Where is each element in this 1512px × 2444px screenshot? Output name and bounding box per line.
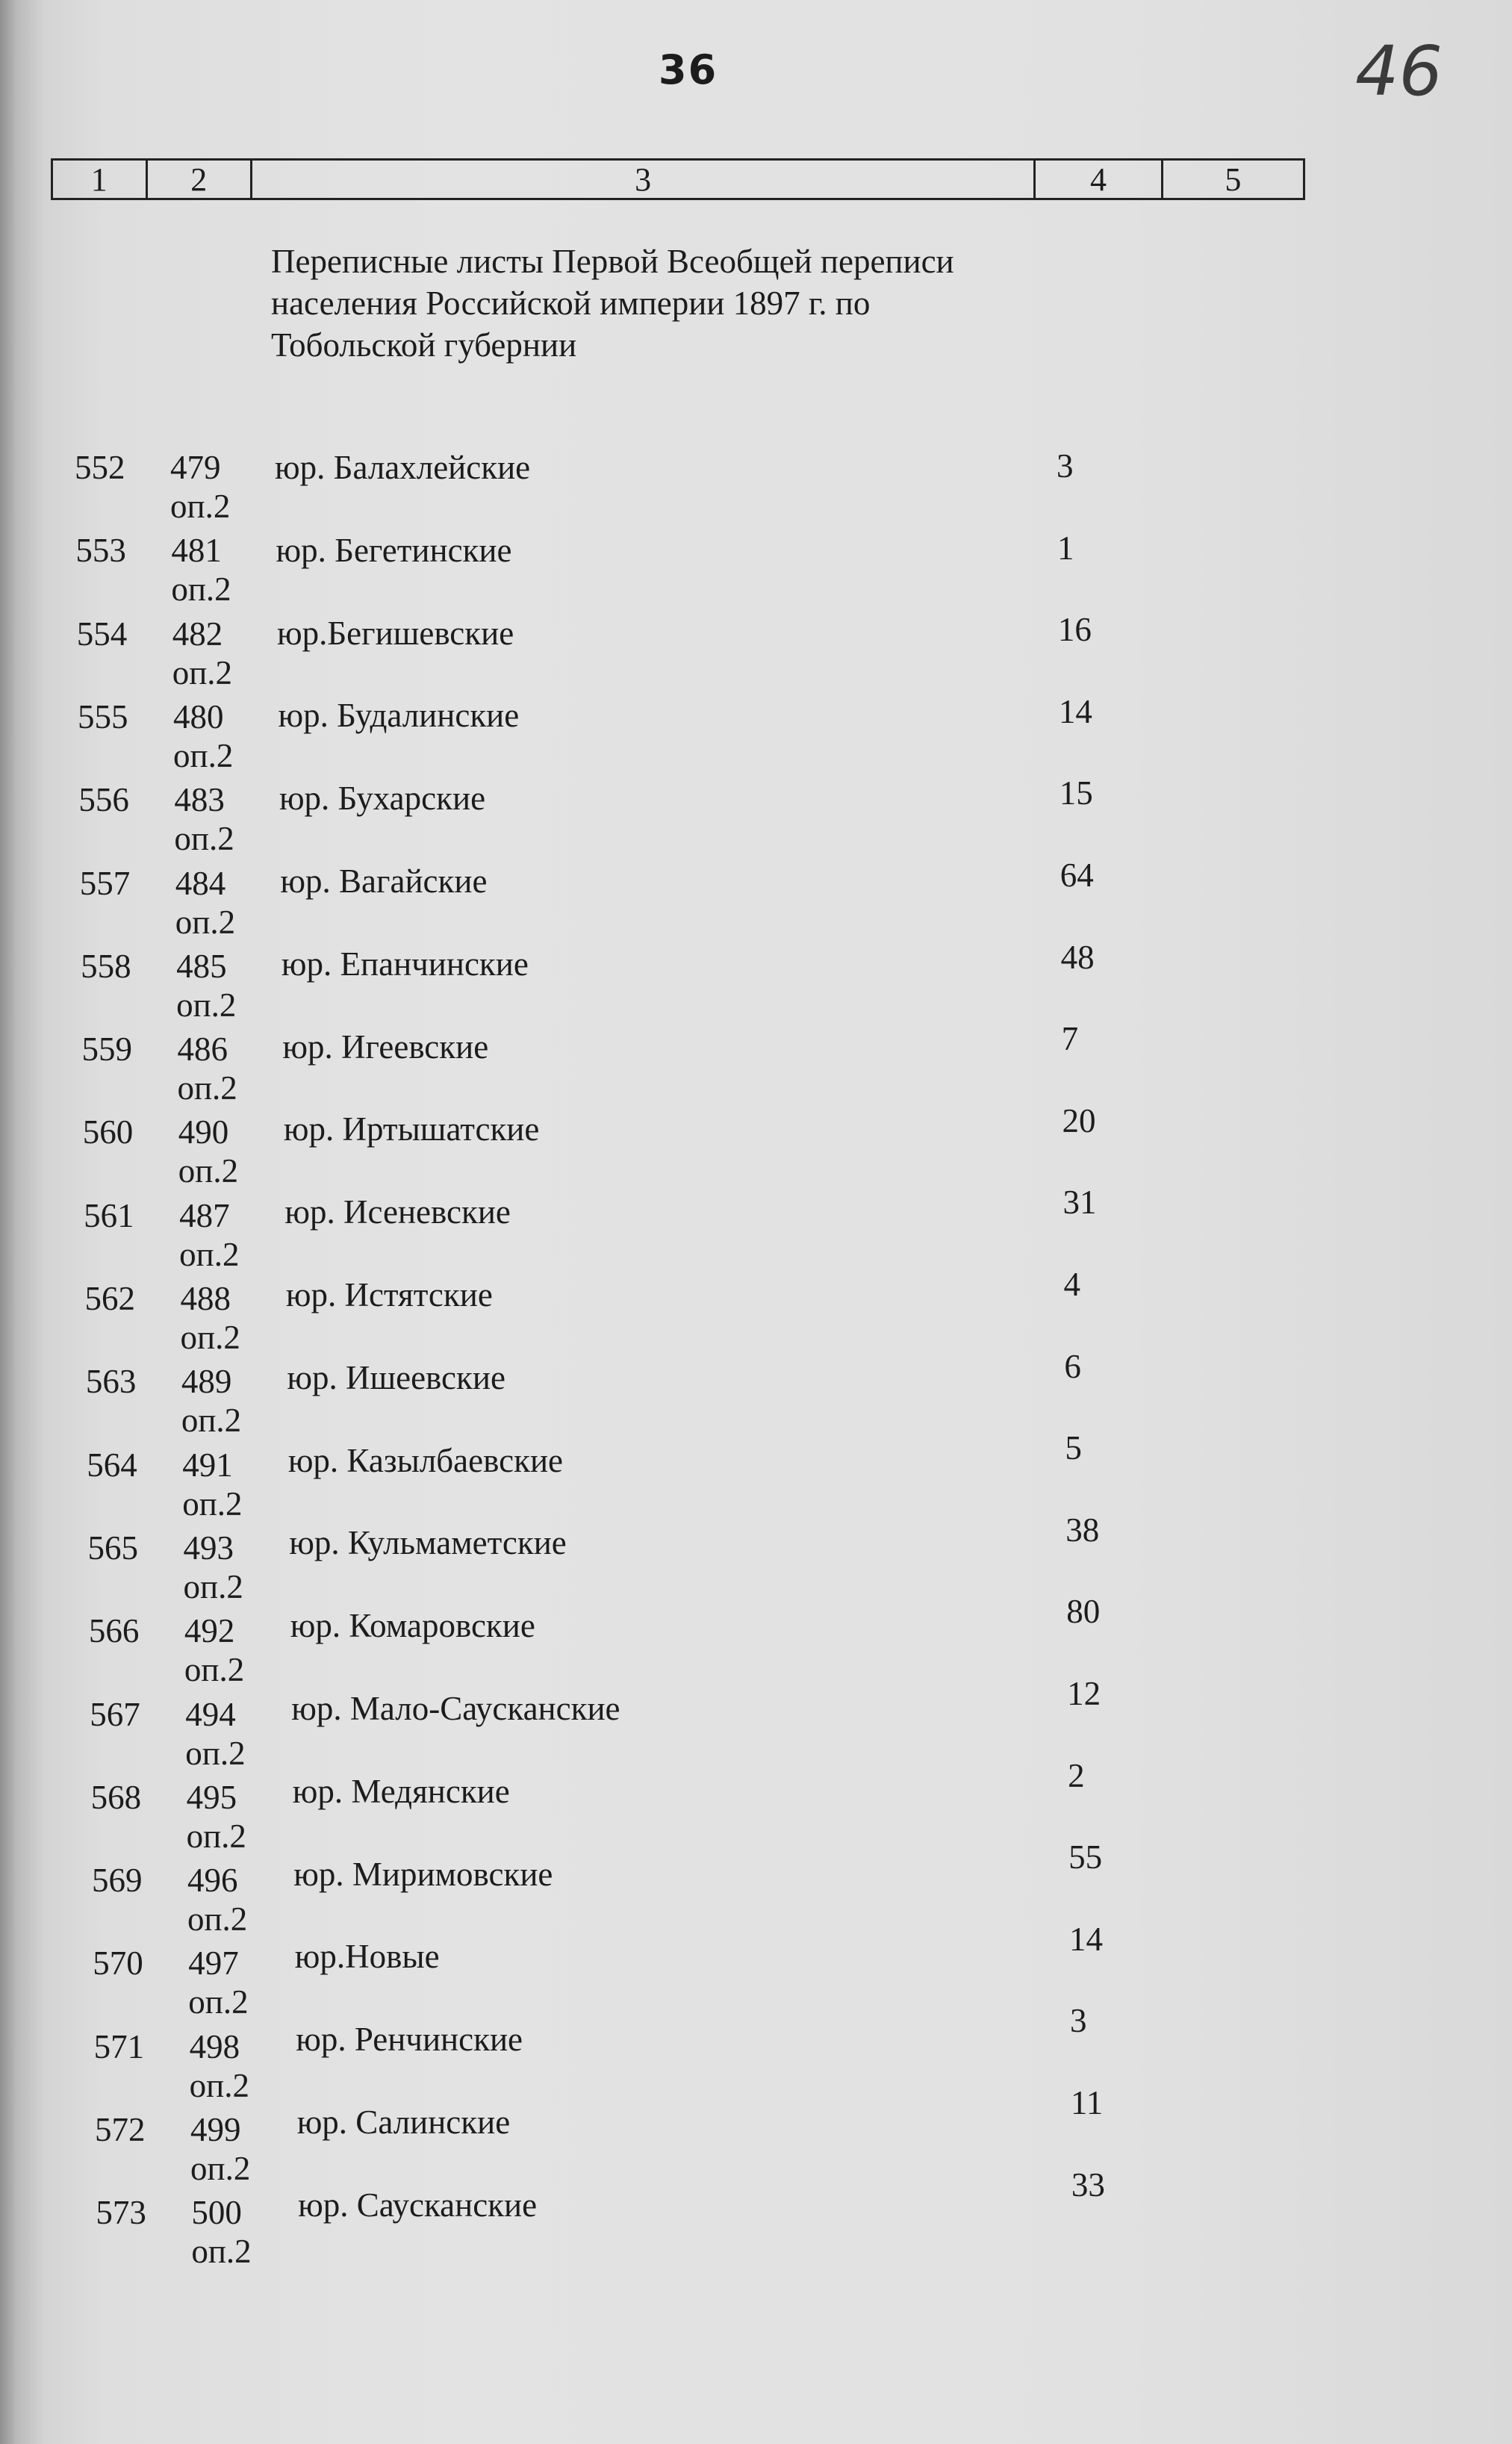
entry-file-number: 482 (172, 615, 223, 653)
entry-sheet-count: 55 (1068, 1838, 1103, 1876)
entry-file-number: 486 (177, 1030, 228, 1069)
entry-sheet-count: 15 (1059, 774, 1093, 812)
entry-file-number: 488 (180, 1280, 231, 1317)
entry-title: юр. Ишеевские (287, 1358, 505, 1396)
entry-inventory: оп.2 (187, 1900, 248, 1938)
entry-title: юр. Исеневские (284, 1193, 511, 1231)
entry-inventory: оп.2 (174, 820, 234, 858)
column-number-3: 3 (252, 161, 1036, 198)
entry-sheet-count: 12 (1067, 1675, 1101, 1712)
entry-sheet-count: 5 (1065, 1429, 1082, 1467)
entry-file-number: 500 (191, 2194, 242, 2232)
entry-file-number: 485 (176, 947, 227, 985)
entry-title: юр. Игеевские (282, 1027, 489, 1066)
entry-file-number: 483 (174, 781, 225, 819)
entry-inventory: оп.2 (183, 1567, 243, 1605)
entry-title: юр. Бухарские (279, 780, 486, 818)
page-number: 36 (659, 46, 718, 93)
entry-title: юр. Епанчинские (281, 945, 529, 983)
entry-number: 568 (90, 1778, 142, 1816)
entry-number: 567 (90, 1695, 140, 1733)
handwritten-sheet-number: 46 (1355, 31, 1443, 111)
entry-sheet-count: 64 (1060, 856, 1094, 894)
entry-inventory: оп.2 (176, 986, 237, 1024)
entry-title: юр. Ренчинские (296, 2021, 523, 2059)
section-title (271, 240, 1092, 366)
entry-number: 573 (96, 2194, 146, 2232)
entry-number: 565 (87, 1529, 139, 1567)
entry-sheet-count: 20 (1062, 1101, 1096, 1139)
entry-file-number: 492 (184, 1612, 235, 1650)
entry-title: юр.Новые (294, 1938, 440, 1976)
entry-file-number: 495 (186, 1778, 237, 1816)
entry-inventory: оп.2 (189, 2066, 249, 2104)
entry-number: 571 (93, 2027, 145, 2065)
entry-number: 561 (84, 1196, 134, 1234)
entry-number: 563 (85, 1363, 137, 1401)
entry-file-number: 490 (178, 1113, 229, 1151)
entry-inventory: оп.2 (184, 1651, 245, 1689)
entry-sheet-count: 4 (1063, 1266, 1080, 1303)
entry-inventory: оп.2 (190, 2150, 251, 2187)
section-title-line: населения Российской империи 1897 г. по (271, 284, 871, 322)
entry-number: 566 (88, 1612, 140, 1650)
entry-number: 557 (79, 864, 131, 902)
entry-title: юр. Будалинские (278, 697, 520, 735)
entry-number: 560 (82, 1113, 134, 1151)
entry-inventory: оп.2 (181, 1402, 242, 1440)
column-number-2: 2 (148, 161, 253, 198)
entry-file-number: 481 (171, 532, 222, 570)
entry-inventory: оп.2 (171, 570, 231, 609)
entry-file-number: 489 (181, 1363, 232, 1401)
entry-number: 569 (91, 1862, 143, 1900)
entry-file-number: 499 (190, 2111, 241, 2148)
entry-title: юр. Бегетинские (276, 531, 512, 569)
entry-file-number: 487 (179, 1196, 230, 1234)
entry-inventory: оп.2 (186, 1817, 246, 1855)
entry-title: юр. Саусканские (298, 2186, 538, 2224)
entry-title: юр. Кульмаметские (289, 1524, 567, 1562)
entry-title: юр. Мало-Саусканские (291, 1690, 620, 1727)
entry-sheet-count: 2 (1068, 1756, 1085, 1794)
entry-sheet-count: 3 (1069, 2002, 1087, 2040)
entry-sheet-count: 33 (1071, 2165, 1105, 2204)
entry-number: 558 (81, 947, 131, 985)
entry-sheet-count: 3 (1057, 447, 1074, 485)
entry-file-number: 479 (170, 449, 221, 486)
section-title-line: Переписные листы Первой Всеобщей переписи (271, 243, 954, 280)
entry-file-number: 494 (185, 1695, 236, 1733)
entry-title: юр. Медянские (292, 1772, 510, 1810)
entry-title: юр. Вагайские (280, 862, 488, 900)
entry-number: 553 (75, 532, 126, 570)
entry-inventory: оп.2 (175, 903, 236, 941)
entry-number: 564 (87, 1446, 137, 1484)
section-title-line: Тобольской губернии (271, 326, 577, 364)
entry-number: 552 (75, 449, 125, 486)
entry-file-number: 491 (182, 1446, 233, 1484)
entry-sheet-count: 38 (1065, 1511, 1100, 1549)
entry-inventory: оп.2 (172, 653, 233, 691)
entry-file-number: 493 (183, 1529, 234, 1567)
entry-inventory: оп.2 (188, 1983, 249, 2021)
entry-number: 572 (95, 2111, 146, 2148)
entry-title: юр. Иртышатские (283, 1110, 540, 1148)
entry-sheet-count: 16 (1057, 611, 1092, 649)
entry-inventory: оп.2 (191, 2233, 252, 2271)
column-number-4: 4 (1036, 161, 1163, 198)
entry-inventory: оп.2 (185, 1734, 246, 1772)
entry-sheet-count: 7 (1061, 1020, 1079, 1058)
entry-number: 559 (81, 1030, 132, 1069)
entry-sheet-count: 11 (1070, 2084, 1104, 2121)
entry-sheet-count: 14 (1058, 692, 1092, 730)
entry-inventory: оп.2 (177, 1069, 237, 1107)
entry-file-number: 480 (173, 697, 224, 736)
entry-inventory: оп.2 (180, 1319, 240, 1356)
entry-file-number: 498 (189, 2027, 240, 2065)
entry-number: 562 (84, 1280, 135, 1317)
entry-file-number: 496 (187, 1862, 238, 1900)
entry-title: юр. Балахлейские (275, 449, 531, 486)
entry-title: юр. Салинские (296, 2103, 511, 2141)
entry-number: 556 (78, 781, 129, 819)
entry-file-number: 484 (175, 864, 226, 902)
entry-title: юр. Истятские (285, 1276, 493, 1313)
entry-number: 555 (78, 697, 128, 736)
entry-sheet-count: 6 (1064, 1347, 1081, 1385)
entry-file-number: 497 (188, 1944, 239, 1983)
column-number-header (51, 158, 1305, 200)
entry-inventory: оп.2 (178, 1152, 239, 1190)
entry-number: 554 (76, 615, 128, 653)
entry-sheet-count: 31 (1063, 1184, 1097, 1222)
entry-title: юр. Миримовские (293, 1855, 553, 1893)
column-number-1: 1 (53, 161, 148, 198)
entry-sheet-count: 1 (1057, 529, 1074, 567)
entry-sheet-count: 80 (1066, 1593, 1101, 1631)
entry-sheet-count: 48 (1060, 938, 1095, 976)
entry-inventory: оп.2 (173, 736, 234, 774)
entry-inventory: оп.2 (182, 1484, 243, 1523)
entry-sheet-count: 14 (1069, 1920, 1103, 1958)
entry-number: 570 (93, 1944, 143, 1983)
entry-inventory: оп.2 (170, 488, 231, 525)
entry-title: юр. Комаровские (290, 1607, 535, 1645)
entry-title: юр. Казылбаевские (287, 1441, 564, 1479)
entry-title: юр.Бегишевские (276, 614, 514, 652)
entry-inventory: оп.2 (179, 1235, 240, 1273)
column-number-5: 5 (1225, 161, 1242, 198)
